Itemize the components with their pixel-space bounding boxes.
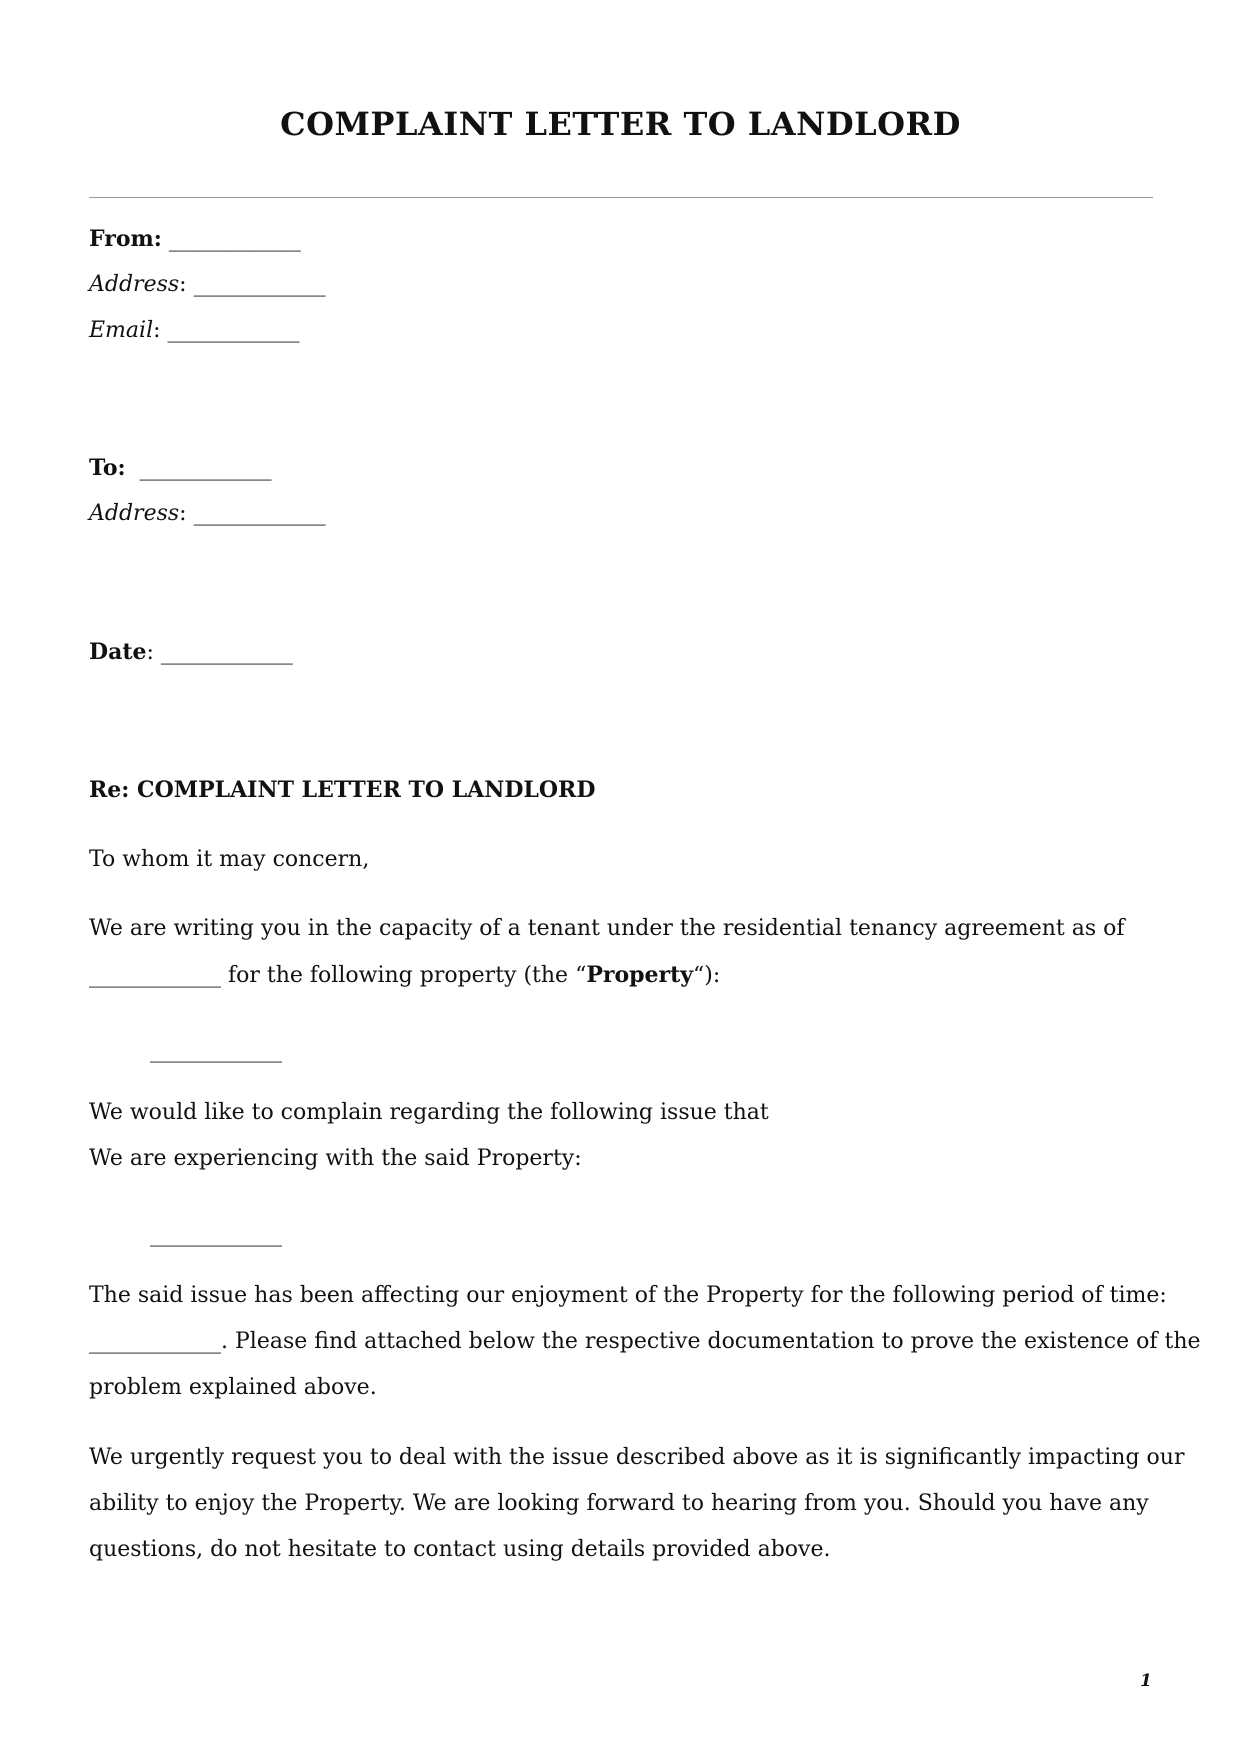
date-blank: ____________ [160,640,293,665]
sender-address-label: Address [89,272,180,297]
page-number: 1 [1140,1671,1152,1691]
sender-email-label: Email [89,318,154,343]
para3-line3: problem explained above. [89,1375,377,1400]
para3-line2-post: . Please find attached below the respective documentation to prove the existence of the [221,1329,1201,1354]
from-line [89,224,301,255]
sender-address-line: Address: ____________ [89,270,326,300]
para1-line2-pre: for the following property (the “ [221,963,587,988]
issue-description-blank: ____________ [150,1222,282,1247]
from-label: From: [89,226,162,252]
sender-email-blank: ____________ [167,318,300,343]
para2-line1: We would like to complain regarding the following issue that [89,1100,769,1125]
to-line [89,453,272,484]
date-line: Date: ____________ [89,637,293,668]
para1-line1: We are writing you in the capacity of a tenant under the residential tenancy agreement as of [89,916,1125,941]
agreement-date-blank: ____________ [89,963,221,988]
para2-line2: We are experiencing with the said Property: [89,1146,582,1171]
para3-line1: The said issue has been affecting our enjoyment of the Property for the following period of time: [89,1283,1167,1308]
para3-line2 [89,1327,1201,1357]
sender-address-blank: ____________ [193,272,326,297]
sender-email-line: Email: ____________ [89,316,300,346]
para4-line3: questions, do not hesitate to contact using details provided above. [89,1537,831,1562]
date-label: Date [89,639,147,665]
property-address-blank: ____________ [150,1038,282,1063]
period-blank: ____________ [89,1329,221,1354]
title-divider [89,197,1153,198]
recipient-address-label: Address [89,501,180,526]
from-blank: ____________ [168,227,301,252]
para1-line2 [89,960,720,991]
recipient-address-line: Address: ____________ [89,499,326,529]
para4-line1: We urgently request you to deal with the issue described above as it is significantly impacting our [89,1445,1185,1470]
salutation: To whom it may concern, [89,847,370,872]
re-line: Re: COMPLAINT LETTER TO LANDLORD [89,777,596,803]
property-term: Property [586,962,694,988]
para1-line2-post: “): [693,963,721,988]
para4-line2: ability to enjoy the Property. We are looking forward to hearing from you. Should you have any [89,1491,1149,1516]
to-label: To: [89,455,126,481]
document-title: COMPLAINT LETTER TO LANDLORD [280,105,961,143]
to-blank: ____________ [139,456,272,481]
recipient-address-blank: ____________ [193,501,326,526]
